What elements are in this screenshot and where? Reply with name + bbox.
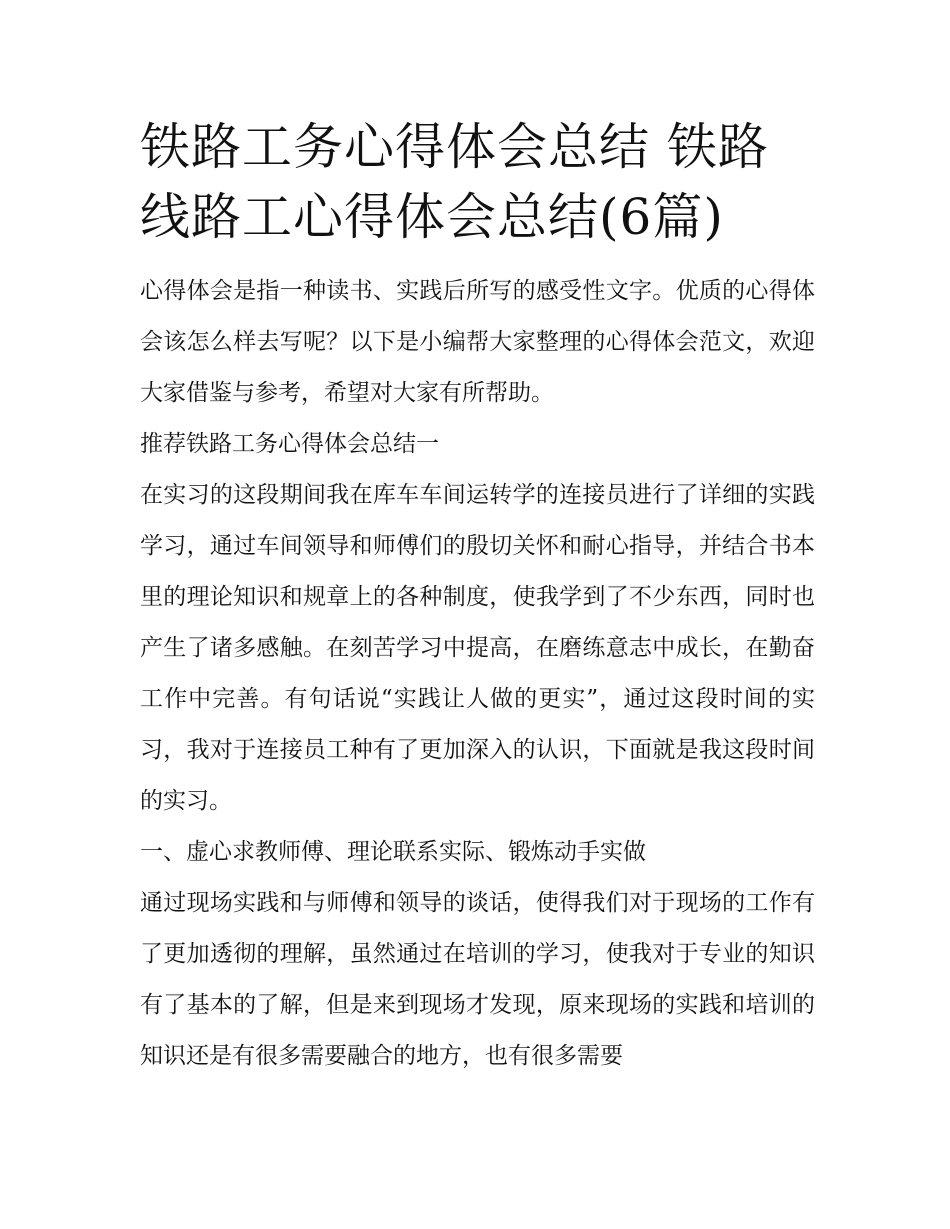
intro-paragraph: 心得体会是指一种读书、实践后所写的感受性文字。优质的心得体会该怎么样去写呢？以下是小编帮大家整理的心得体会范文，欢迎大家借鉴与参考，希望对大家有所帮助。: [140, 278, 815, 406]
body-paragraph: 在实习的这段期间我在库车车间运转学的连接员进行了详细的实践学习，通过车间领导和师傅们的殷切关怀和耐心指导，并结合书本里的理论知识和规章上的各种制度，使我学到了不少东西，同时也产生了诸多感触。在刻苦学习中提高，在磨练意志中成长，在勤奋工作中完善。有句话说“实践让人做的更实”，通过这段时间的实习，我对于连接员工种有了更加深入的认识，下面就是我这段时间的实习。: [140, 482, 815, 814]
body-paragraph: 通过现场实践和与师傅和领导的谈话，使得我们对于现场的工作有了更加透彻的理解，虽然通过在培训的学习，使我对于专业的知识有了基本的了解，但是来到现场才发现，原来现场的实践和培训的知识还是有很多需要融合的地方，也有很多需要: [140, 890, 815, 1069]
document-page: [140, 112, 815, 1082]
document-title: 铁路工务心得体会总结 铁路线路工心得体会总结(6篇): [140, 118, 769, 246]
section-heading: 推荐铁路工务心得体会总结一: [140, 431, 439, 457]
subsection-heading: 一、虚心求教师傅、理论联系实际、锻炼动手实做: [140, 839, 646, 865]
